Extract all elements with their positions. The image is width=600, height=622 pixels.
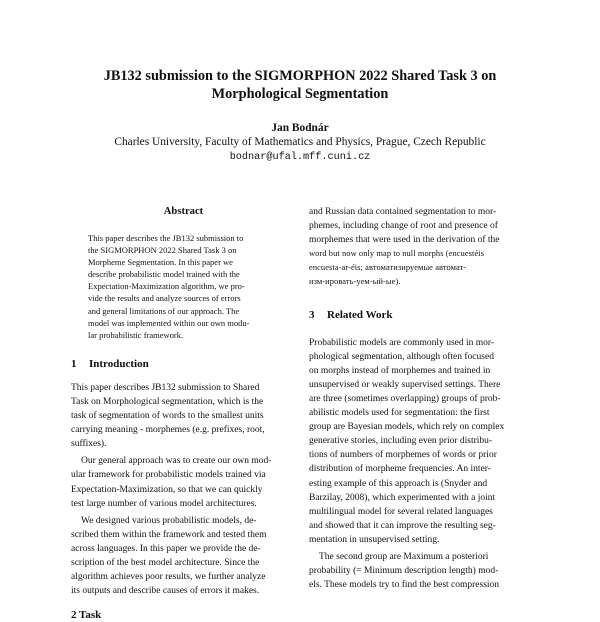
- paper-title: [40, 67, 560, 103]
- text-line: Expectation-Maximization, so that we can quickly: [71, 484, 263, 495]
- section-title: Introduction: [89, 357, 149, 370]
- text-line: carrying meaning - morphemes (e.g. prefixes, root,: [71, 425, 265, 436]
- author-email[interactable]: bodnar@ufal.mff.cuni.cz: [229, 152, 371, 163]
- text-line: scription of the best model architecture. Since the: [71, 557, 260, 568]
- title-line: JB132 submission to the SIGMORPHON 2022 Shared Task 3 on: [103, 68, 497, 84]
- text-line: ular framework for probabilistic models trained via: [71, 470, 266, 481]
- text-line: Task on Morphological segmentation, which is the: [71, 396, 264, 407]
- abstract-line: This paper describes the JB132 submission to: [88, 233, 244, 243]
- abstract-line: Expectation-Maximization algorithm, we pro-: [88, 281, 245, 292]
- text-line: tions of numbers of morphemes of words or prior: [309, 450, 497, 461]
- abstract-line: model was implemented within our own modu-: [88, 317, 250, 328]
- abstract-line: describe probabilistic model trained with the: [88, 269, 240, 280]
- task-continued-paragraph: [309, 205, 534, 290]
- text-line: its outputs and describe causes of errors it makes.: [71, 586, 260, 597]
- left-column: [71, 205, 296, 622]
- text-line: morphemes that were used in the derivation of the: [309, 235, 500, 246]
- abstract-line: Morpheme Segmentation. In this paper we: [88, 257, 233, 268]
- author-name: Jan Bodnár: [271, 122, 329, 134]
- text-line: изм-ировать-уем-ый-ые).: [309, 277, 401, 287]
- text-line: algorithm achieves poor results, we further analyze: [71, 572, 266, 583]
- abstract-heading: Abstract: [163, 206, 204, 217]
- text-line: esting example of this approach is (Snyder and: [309, 478, 488, 489]
- right-column: [309, 205, 534, 592]
- text-line: multilingual model for several related languages: [309, 506, 493, 517]
- section-heading-related-work: [309, 308, 534, 322]
- title-line: Morphological Segmentation: [211, 86, 389, 102]
- text-line: and Russian data contained segmentation to mor-: [309, 207, 497, 217]
- text-line: test large number of various model architectures.: [71, 498, 257, 509]
- text-line: unsupervised or weakly supervised settings. There: [309, 379, 501, 390]
- text-line: on morphs instead of morphemes and trained in: [309, 365, 491, 376]
- text-line: generative stories, including even prior distribu-: [309, 436, 493, 447]
- section-heading-task-partial: 2 Task: [71, 609, 102, 622]
- intro-paragraph-1: [71, 381, 296, 451]
- text-line: phological segmentation, although often focused: [309, 351, 494, 362]
- text-line: This paper describes JB132 submission to Shared: [71, 382, 260, 393]
- text-line: task of segmentation of words to the smallest units: [71, 411, 264, 422]
- text-line: The second group are Maximum a posteriori: [319, 551, 489, 562]
- text-line: mentation in unsupervised setting.: [309, 534, 440, 545]
- related-paragraph-1: [309, 336, 534, 547]
- text-line: Probabilistic models are commonly used in mor-: [309, 337, 495, 348]
- abstract-line: vide the results and analyze sources of errors: [88, 293, 241, 304]
- text-line: Our general approach was to create our own mod-: [81, 456, 272, 467]
- text-line: abilistic models used for segmentation: the first: [309, 408, 490, 419]
- text-line: are three (sometimes overlapping) groups of prob-: [309, 393, 501, 404]
- text-line: word but now only map to null morphs (encuestéis: [309, 249, 485, 259]
- section-title: Related Work: [327, 308, 393, 321]
- intro-paragraph-2: [71, 454, 296, 510]
- section-number: 1: [71, 357, 77, 370]
- abstract-line: the SIGMORPHON 2022 Shared Task 3 on: [88, 245, 237, 256]
- text-line: els. These models try to find the best compression: [309, 580, 500, 591]
- text-line: suffixes).: [71, 439, 107, 450]
- section-heading-introduction: [71, 357, 296, 371]
- text-line: probability (= Minimum description length) mod-: [309, 566, 499, 577]
- section-number: 3: [309, 308, 315, 321]
- text-line: Barzilay, 2008), which experimented with a joint: [309, 492, 496, 503]
- text-line: group are Bayesian models, which rely on complex: [309, 422, 505, 433]
- text-line: across languages. In this paper we provide the de-: [71, 543, 261, 554]
- text-line: distribution of morpheme frequencies. An inter-: [309, 464, 491, 475]
- text-line: scribed them within the framework and tested them: [71, 529, 267, 540]
- abstract-body: [88, 232, 279, 341]
- text-line: encuesta-ar-éis; автоматизируемые автомат-: [309, 263, 467, 273]
- related-paragraph-2: [309, 550, 534, 592]
- abstract-line: lar probabilistic framework.: [88, 329, 184, 340]
- text-line: phemes, including change of root and presence of: [309, 221, 498, 232]
- abstract-line: and general limitations of our approach. The: [88, 305, 240, 316]
- text-line: and showed that it can improve the resulting seg-: [309, 520, 496, 531]
- intro-paragraph-3: [71, 514, 296, 599]
- author-affiliation: Charles University, Faculty of Mathematics and Physics, Prague, Czech Republic: [114, 136, 486, 148]
- text-line: We designed various probabilistic models, de-: [81, 515, 257, 526]
